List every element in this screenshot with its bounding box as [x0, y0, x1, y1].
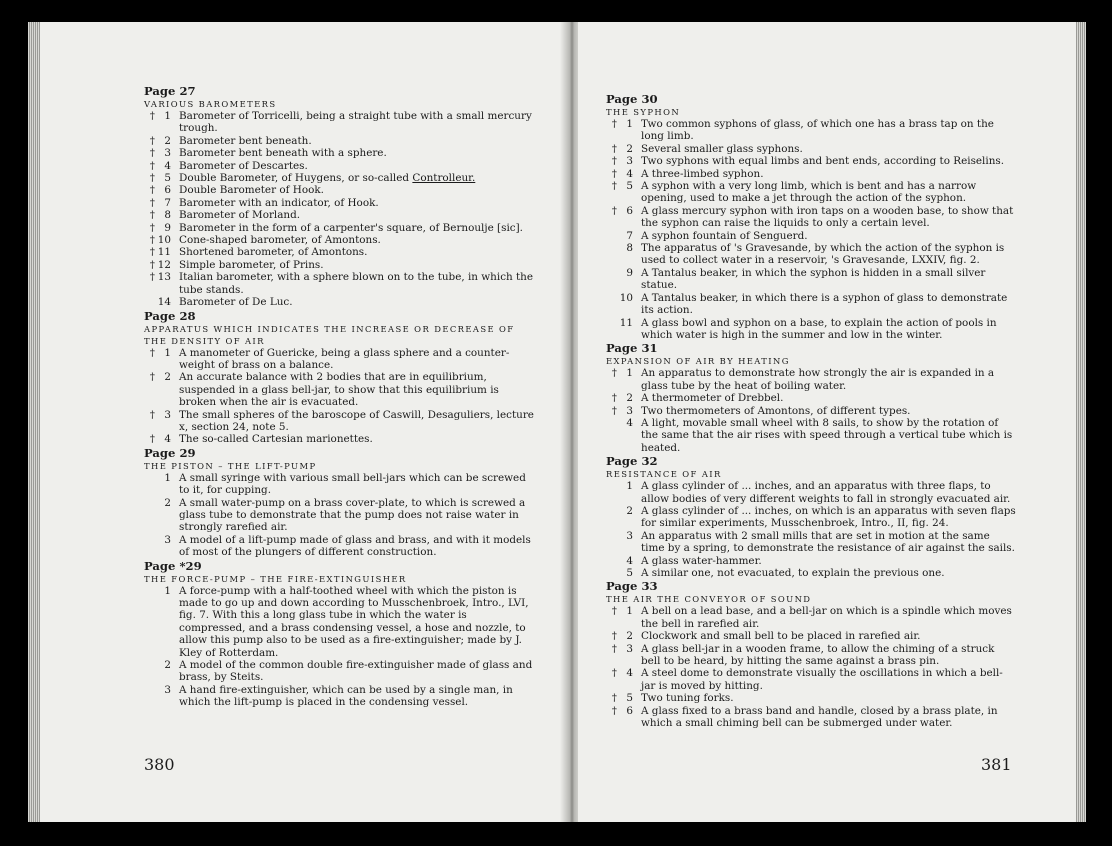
item-text-content: Barometer bent beneath.: [179, 134, 312, 147]
dagger-mark: †: [611, 155, 617, 168]
item-text: [171, 197, 534, 209]
item-number: 3: [164, 147, 171, 160]
item-number: 8: [626, 242, 633, 255]
item-text-content: A glass fixed to a brass band and handle, closed by a brass plate, in which a small chiming bell can be submerged under water.: [641, 704, 998, 730]
item-number: 3: [626, 529, 633, 542]
item-text: [171, 234, 534, 246]
dagger-mark: †: [149, 209, 155, 222]
dagger-mark: [606, 230, 617, 242]
list-item: [606, 267, 1016, 292]
item-text: [171, 271, 534, 296]
item-text-content: A glass cylinder of ... inches, on which is an apparatus with seven flaps for similar experiments, Musschenbroek, Intro., II, fig. 24.: [641, 504, 1016, 530]
item-text: [633, 405, 1016, 417]
underlined-word: Controlleur.: [412, 172, 476, 185]
item-text-content: Two common syphons of glass, of which one has a brass tap on the long limb.: [641, 118, 994, 143]
dagger-mark: †: [149, 172, 155, 185]
list-item: [144, 684, 534, 709]
list-item: [144, 172, 534, 184]
item-text-content: Two syphons with equal limbs and bent ends, according to Reiselins.: [641, 155, 1005, 168]
item-text-content: The small spheres of the baroscope of Caswill, Desaguliers, lecture x, section 24, note 5.: [179, 408, 534, 433]
item-text-content: Barometer bent beneath with a sphere.: [179, 147, 387, 160]
list-item: [606, 692, 1016, 704]
item-number: 3: [164, 533, 171, 546]
item-text: [633, 367, 1016, 392]
left-page: [40, 22, 566, 822]
dagger-mark: †: [149, 134, 155, 147]
item-text: [171, 296, 534, 308]
item-text: [633, 292, 1016, 317]
item-number: 1: [626, 118, 633, 130]
list-item: [144, 534, 534, 559]
item-text: [633, 317, 1016, 342]
section-title: THE FORCE-PUMP – THE FIRE-EXTINGUISHER: [144, 573, 407, 584]
list-item: [606, 530, 1016, 555]
item-text: [633, 392, 1016, 404]
dagger-mark: †: [149, 246, 155, 259]
dagger-mark: †: [611, 630, 617, 643]
item-text: [171, 147, 534, 159]
item-text: [633, 230, 1016, 242]
item-text-content: A model of the common double fire-extinguisher made of glass and brass, by Steits.: [179, 659, 533, 684]
dagger-mark: †: [611, 142, 617, 155]
dagger-mark: †: [149, 159, 155, 172]
section-page-heading: Page 29: [144, 445, 196, 460]
dagger-mark: †: [611, 404, 617, 417]
section-page-heading: Page 32: [606, 454, 658, 469]
list-item: [144, 197, 534, 209]
list-item: [606, 605, 1016, 630]
item-number: 10: [619, 291, 633, 304]
dagger-mark: †: [149, 184, 155, 197]
item-text-content: Barometer of Descartes.: [179, 159, 308, 172]
list-item: [144, 135, 534, 147]
dagger-mark: †: [611, 180, 617, 193]
list-item: [606, 392, 1016, 404]
section-title: THE AIR THE CONVEYOR OF SOUND: [606, 594, 812, 605]
item-text-content: A model of a lift-pump made of glass and brass, and with it models of most of the plungers of different construction.: [179, 533, 531, 559]
list-item: [144, 347, 534, 372]
item-text-content: A glass mercury syphon with iron taps on a wooden base, to show that the syphon can raise the liquids to only a certain level.: [641, 204, 1014, 230]
item-number: 9: [626, 266, 633, 279]
item-number: 5: [164, 172, 171, 185]
item-text: [633, 242, 1016, 267]
item-text-content: An accurate balance with 2 bodies that are in equilibrium, suspended in a glass bell-jar, to show that this equilibrium is broken when the air is evacuated.: [179, 371, 499, 409]
list-item: [606, 118, 1016, 143]
list-item: [144, 246, 534, 258]
item-text-content: Double Barometer, of Huygens, or so-called: [179, 172, 410, 185]
list-item: [606, 180, 1016, 205]
list-item: [144, 184, 534, 196]
list-item: [144, 585, 534, 659]
item-number: 3: [626, 404, 633, 417]
item-number: 4: [164, 433, 171, 446]
item-number: 13: [157, 271, 171, 284]
page-number-right: 381: [981, 755, 1012, 774]
list-item: [606, 630, 1016, 642]
section-title: THE PISTON – THE LIFT-PUMP: [144, 460, 317, 471]
item-number: 3: [164, 683, 171, 696]
dagger-mark: †: [611, 118, 617, 130]
list-item: [606, 705, 1016, 730]
list-item: [606, 505, 1016, 530]
item-text-content: Barometer with an indicator, of Hook.: [179, 196, 379, 209]
item-text-content: Barometer in the form of a carpenter's square, of Bernoulje [sic].: [179, 221, 523, 234]
dagger-mark: [606, 242, 617, 267]
list-item: [144, 110, 534, 135]
item-text-content: Italian barometer, with a sphere blown on to the tube, in which the tube stands.: [179, 271, 534, 296]
dagger-mark: †: [611, 167, 617, 180]
item-text-content: A similar one, not evacuated, to explain the previous one.: [641, 567, 945, 579]
list-item: [144, 659, 534, 684]
list-item: [144, 147, 534, 159]
list-item: [606, 230, 1016, 242]
item-number: 3: [626, 155, 633, 168]
dagger-mark: †: [149, 371, 155, 384]
item-text: [633, 143, 1016, 155]
dagger-mark: [606, 317, 617, 342]
dagger-mark: [606, 480, 617, 505]
item-text-content: A light, movable small wheel with 8 sails, to show by the rotation of the same that the air rises with speed through a vertical tube which is heated.: [641, 416, 1013, 454]
dagger-mark: [144, 472, 155, 497]
dagger-mark: †: [611, 367, 617, 380]
item-text-content: An apparatus with 2 small mills that are set in motion at the same time by a spring, to demonstrate the resistance of air against the sails.: [641, 529, 1015, 555]
item-text: [171, 433, 534, 445]
section-page-heading: Page 31: [606, 341, 658, 356]
item-number: 2: [626, 630, 633, 643]
item-number: 6: [626, 204, 633, 217]
item-number: 1: [164, 584, 171, 597]
section-title: APPARATUS WHICH INDICATES THE INCREASE OR DECREASE OF THE DENSITY OF AIR: [144, 323, 515, 346]
dagger-mark: †: [149, 221, 155, 234]
page-number-left: 380: [144, 755, 175, 774]
item-text: [633, 267, 1016, 292]
item-number: 10: [157, 234, 171, 247]
list-item: [144, 371, 534, 408]
dagger-mark: †: [611, 704, 617, 717]
dagger-mark: [144, 659, 155, 684]
item-number: 1: [164, 110, 171, 122]
item-number: 9: [164, 221, 171, 234]
item-text: [171, 585, 534, 659]
section-page-heading: Page 30: [606, 92, 658, 106]
item-number: 6: [626, 704, 633, 717]
item-text-content: A glass water-hammer.: [641, 554, 762, 567]
item-number: 12: [157, 258, 171, 271]
dagger-mark: †: [611, 642, 617, 655]
item-number: 1: [164, 471, 171, 484]
item-text-content: A syphon fountain of Senguerd.: [641, 229, 808, 242]
item-text-content: A glass bell-jar in a wooden frame, to allow the chiming of a struck bell to be heard, by hitting the same against a brass pin.: [641, 642, 995, 668]
item-number: 5: [626, 567, 633, 579]
list-item: [144, 160, 534, 172]
item-text-content: Two thermometers of Amontons, of different types.: [641, 404, 911, 417]
item-text: [171, 222, 534, 234]
item-number: 5: [626, 180, 633, 193]
item-text: [171, 409, 534, 434]
item-text-content: A Tantalus beaker, in which there is a syphon of glass to demonstrate its action.: [641, 291, 1008, 317]
item-text: [633, 205, 1016, 230]
item-text-content: A bell on a lead base, and a bell-jar on which is a spindle which moves the bell in rarefied air.: [641, 605, 1012, 630]
item-text-content: Simple barometer, of Prins.: [179, 258, 324, 271]
item-number: 7: [626, 229, 633, 242]
item-text: [633, 417, 1016, 454]
item-text-content: A small syringe with various small bell-jars which can be screwed to it, for cupping.: [179, 471, 526, 497]
item-number: 4: [626, 416, 633, 429]
list-item: [606, 667, 1016, 692]
item-text: [633, 555, 1016, 567]
list-item: [144, 433, 534, 445]
dagger-mark: †: [149, 408, 155, 421]
item-text-content: A steel dome to demonstrate visually the oscillations in which a bell-jar is moved by hitting.: [641, 667, 1003, 692]
list-item: [606, 143, 1016, 155]
right-page: [578, 22, 1076, 822]
dagger-mark: †: [149, 196, 155, 209]
item-number: 2: [626, 504, 633, 517]
list-item: [606, 168, 1016, 180]
list-item: [144, 409, 534, 434]
dagger-mark: [144, 684, 155, 709]
item-text: [171, 209, 534, 221]
item-text: [171, 472, 534, 497]
item-text: [171, 110, 534, 135]
item-text-content: A thermometer of Drebbel.: [641, 392, 784, 405]
list-item: [606, 205, 1016, 230]
item-text: [171, 160, 534, 172]
list-item: [606, 480, 1016, 505]
item-number: 14: [157, 296, 171, 309]
section-title: EXPANSION OF AIR BY HEATING: [606, 356, 790, 367]
dagger-mark: †: [611, 204, 617, 217]
item-text-content: Double Barometer of Hook.: [179, 184, 324, 197]
list-item: [144, 296, 534, 308]
item-text: [633, 480, 1016, 505]
list-item: [606, 405, 1016, 417]
item-text: [633, 118, 1016, 143]
item-number: 2: [164, 496, 171, 509]
item-text-content: Cone-shaped barometer, of Amontons.: [179, 234, 381, 247]
dagger-mark: †: [149, 110, 155, 122]
list-item: [144, 222, 534, 234]
item-text: [633, 667, 1016, 692]
item-text-content: A glass bowl and syphon on a base, to explain the action of pools in which water is high in the summer and low in the winter.: [641, 316, 997, 341]
dagger-mark: [606, 417, 617, 454]
item-text: [633, 567, 1016, 579]
item-text: [171, 371, 534, 408]
item-number: 11: [157, 246, 171, 259]
item-number: 8: [164, 209, 171, 222]
item-number: 7: [164, 196, 171, 209]
item-number: 2: [164, 371, 171, 384]
item-number: 6: [164, 184, 171, 197]
list-item: [144, 497, 534, 534]
item-number: 1: [164, 346, 171, 359]
item-text-content: An apparatus to demonstrate how strongly the air is expanded in a glass tube by the heat of boiling water.: [641, 367, 995, 392]
item-number: 1: [626, 605, 633, 618]
section-page-heading: Page *29: [144, 558, 202, 573]
item-number: 5: [626, 692, 633, 705]
item-text: [633, 180, 1016, 205]
item-number: 4: [626, 554, 633, 567]
list-item: [144, 234, 534, 246]
item-text: [171, 184, 534, 196]
item-text-content: A glass cylinder of ... inches, and an apparatus with three flaps, to allow bodies of very different weights to fall in strongly evacuated air.: [641, 480, 1011, 505]
item-text: [171, 684, 534, 709]
dagger-mark: [606, 505, 617, 530]
item-text-content: A syphon with a very long limb, which is bent and has a narrow opening, used to make a jet through the action of the syphon.: [641, 180, 977, 205]
item-text-content: Two tuning forks.: [641, 692, 734, 705]
list-item: [144, 259, 534, 271]
item-number: 2: [164, 659, 171, 672]
item-number: 4: [164, 159, 171, 172]
item-number: 3: [164, 408, 171, 421]
item-text: [633, 505, 1016, 530]
item-text: [171, 172, 534, 184]
item-text: [171, 135, 534, 147]
item-number: 1: [626, 480, 633, 493]
item-text-content: Several smaller glass syphons.: [641, 142, 803, 155]
section-title: VARIOUS BAROMETERS: [144, 99, 277, 109]
dagger-mark: †: [149, 147, 155, 160]
dagger-mark: [606, 292, 617, 317]
right-page-text: [606, 92, 1016, 729]
list-item: [606, 155, 1016, 167]
section-page-heading: Page 28: [144, 308, 196, 323]
dagger-mark: [144, 585, 155, 659]
list-item: [606, 317, 1016, 342]
item-number: 4: [626, 667, 633, 680]
list-item: [144, 472, 534, 497]
dagger-mark: [606, 530, 617, 555]
item-text-content: Clockwork and small bell to be placed in rarefied air.: [641, 630, 921, 643]
list-item: [606, 555, 1016, 567]
item-text-content: A Tantalus beaker, in which the syphon is hidden in a small silver statue.: [641, 266, 986, 292]
list-item: [606, 292, 1016, 317]
item-text: [633, 630, 1016, 642]
item-text: [171, 246, 534, 258]
dagger-mark: †: [149, 433, 155, 446]
left-page-text: [144, 84, 534, 709]
dagger-mark: †: [149, 258, 155, 271]
item-text-content: A manometer of Guericke, being a glass sphere and a counter-weight of brass on a balance.: [179, 346, 510, 371]
list-item: [606, 567, 1016, 579]
item-text-content: A three-limbed syphon.: [641, 167, 764, 180]
item-text: [171, 497, 534, 534]
item-number: 11: [619, 316, 633, 329]
dagger-mark: [606, 267, 617, 292]
item-number: 4: [626, 167, 633, 180]
dagger-mark: †: [611, 692, 617, 705]
item-text: [633, 155, 1016, 167]
dagger-mark: †: [149, 346, 155, 359]
section-page-heading: Page 33: [606, 579, 658, 594]
item-text: [171, 534, 534, 559]
dagger-mark: †: [611, 667, 617, 680]
list-item: [606, 242, 1016, 267]
item-text-content: The apparatus of 's Gravesande, by which the action of the syphon is used to collect water in a reservoir, 's Gravesande, LXXIV, fig. 2.: [641, 242, 1005, 267]
item-text: [171, 347, 534, 372]
item-text: [633, 692, 1016, 704]
dagger-mark: †: [149, 234, 155, 247]
item-text: [633, 168, 1016, 180]
item-text: [171, 259, 534, 271]
dagger-mark: †: [611, 605, 617, 618]
item-number: 3: [626, 642, 633, 655]
item-text-content: Barometer of Torricelli, being a straight tube with a small mercury trough.: [179, 110, 532, 135]
dagger-mark: †: [149, 271, 155, 284]
item-text-content: Barometer of Morland.: [179, 209, 301, 222]
item-text-content: A hand fire-extinguisher, which can be used by a single man, in which the lift-pump is placed in the condensing vessel.: [179, 683, 513, 709]
item-text: [633, 705, 1016, 730]
dagger-mark: †: [611, 392, 617, 405]
item-number: 1: [626, 367, 633, 380]
list-item: [144, 271, 534, 296]
item-text-content: A force-pump with a half-toothed wheel with which the piston is made to go up and down according to Musschenbroek, Intro., LVI, fig. 7. With this a long glass tube in which the water is compressed, and a brass condensing vessel, a hose and nozzle, to allow this pump also to be used as a fire-extinguisher; made by J. Kley of Rotterdam.: [179, 584, 529, 659]
item-text: [633, 605, 1016, 630]
item-text-content: Shortened barometer, of Amontons.: [179, 246, 368, 259]
item-text-content: Barometer of De Luc.: [179, 296, 293, 309]
list-item: [144, 209, 534, 221]
section-title: THE SYPHON: [606, 107, 681, 117]
dagger-mark: [606, 555, 617, 567]
dagger-mark: [144, 497, 155, 534]
item-number: 2: [626, 392, 633, 405]
item-text: [171, 659, 534, 684]
section-title: RESISTANCE OF AIR: [606, 469, 722, 480]
list-item: [606, 417, 1016, 454]
item-text: [633, 643, 1016, 668]
item-text-content: A small water-pump on a brass cover-plate, to which is screwed a glass tube to demonstrate that the pump does not raise water in strongly rarefied air.: [179, 496, 526, 534]
dagger-mark: [606, 567, 617, 579]
item-text-content: The so-called Cartesian marionettes.: [179, 433, 373, 446]
list-item: [606, 643, 1016, 668]
item-number: 2: [626, 142, 633, 155]
dagger-mark: [144, 534, 155, 559]
dagger-mark: [144, 296, 155, 308]
list-item: [606, 367, 1016, 392]
item-number: 2: [164, 134, 171, 147]
item-text: [633, 530, 1016, 555]
section-page-heading: Page 27: [144, 84, 196, 98]
